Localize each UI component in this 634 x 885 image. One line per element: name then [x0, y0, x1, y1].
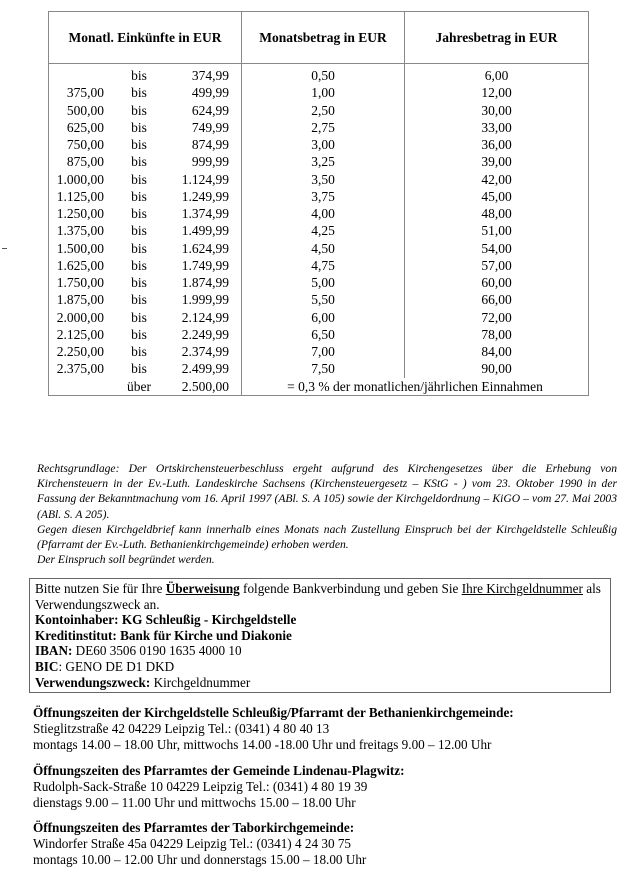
income-to: 2.249,99 — [181, 326, 229, 342]
income-from: 1.750,00 — [56, 275, 104, 291]
income-cell — [49, 84, 242, 101]
income-from: 1.250,00 — [56, 206, 104, 222]
bic-label: BIC — [35, 658, 59, 674]
yearly-amount: 42,00 — [405, 171, 589, 188]
percent-rule-text: = 0,3 % der monatlichen/jährlichen Einnahmen — [242, 378, 589, 396]
income-from: 1.000,00 — [56, 171, 104, 187]
monthly-amount: 1,00 — [242, 84, 405, 101]
yearly-amount: 51,00 — [405, 222, 589, 239]
income-cell — [49, 360, 242, 377]
header-income: Monatl. Einkünfte in EUR — [49, 12, 242, 64]
yearly-amount: 84,00 — [405, 343, 589, 360]
income-bis: bis — [131, 119, 147, 135]
income-from: 1.875,00 — [56, 292, 104, 308]
monthly-amount: 4,50 — [242, 240, 405, 257]
income-cell — [49, 326, 242, 343]
income-to: 749,99 — [191, 119, 229, 135]
income-to: 1.249,99 — [181, 188, 229, 204]
office-hours-tabor — [33, 820, 613, 868]
income-cell — [49, 343, 242, 360]
income-from: 875,00 — [66, 154, 104, 170]
bank-intro-part: folgende Bankverbindung und geben Sie — [239, 581, 462, 596]
income-bis: bis — [131, 344, 147, 360]
income-cell — [49, 205, 242, 222]
income-from: 375,00 — [66, 85, 104, 101]
table-body — [49, 64, 589, 396]
iban-label: IBAN: — [35, 643, 73, 659]
income-to: 2.499,99 — [181, 361, 229, 377]
office-hours-schleussig — [33, 705, 613, 753]
table-row — [49, 188, 589, 205]
income-over-word: über — [127, 378, 151, 394]
income-bis: bis — [131, 223, 147, 239]
monthly-amount: 2,75 — [242, 119, 405, 136]
income-bis: bis — [131, 309, 147, 325]
income-cell — [49, 171, 242, 188]
table-row — [49, 205, 589, 222]
table-row — [49, 171, 589, 188]
income-cell — [49, 257, 242, 274]
monthly-amount: 3,25 — [242, 153, 405, 170]
income-cell — [49, 378, 242, 396]
income-to: 624,99 — [191, 102, 229, 118]
monthly-amount: 5,00 — [242, 274, 405, 291]
income-to: 1.124,99 — [181, 171, 229, 187]
table-row — [49, 119, 589, 136]
office-title: Öffnungszeiten der Kirchgeldstelle Schleußig/Pfarramt der Bethanienkirchgemeinde: — [33, 705, 514, 720]
income-from: 1.125,00 — [56, 188, 104, 204]
income-to: 1.499,99 — [181, 223, 229, 239]
table-row — [49, 291, 589, 308]
yearly-amount: 90,00 — [405, 360, 589, 377]
monthly-amount: 6,00 — [242, 309, 405, 326]
yearly-amount: 33,00 — [405, 119, 589, 136]
income-to: 1.874,99 — [181, 275, 229, 291]
purpose-line — [35, 675, 605, 691]
table-row-last — [49, 378, 589, 396]
income-to: 2.124,99 — [181, 309, 229, 325]
table-row — [49, 64, 589, 85]
objection-text: Gegen diesen Kirchgeldbrief kann innerhalb eines Monats nach Zustellung Einspruch bei der Kirchgeldstelle Schleußig (Pfarramt der Ev.-Luth. Bethanienkirchgemeinde) erhoben werden. — [37, 522, 617, 552]
income-from: 625,00 — [66, 119, 104, 135]
table-row — [49, 136, 589, 153]
table-row — [49, 84, 589, 101]
yearly-amount: 45,00 — [405, 188, 589, 205]
header-monthly: Monatsbetrag in EUR — [242, 12, 405, 64]
table-row — [49, 274, 589, 291]
table-row — [49, 222, 589, 239]
bank-intro — [35, 581, 605, 612]
yearly-amount: 39,00 — [405, 153, 589, 170]
office-hours: montags 10.00 – 12.00 Uhr und donnerstags 15.00 – 18.00 Uhr — [33, 852, 367, 867]
yearly-amount: 57,00 — [405, 257, 589, 274]
income-from: 1.500,00 — [56, 240, 104, 256]
table-row — [49, 343, 589, 360]
income-from: 2.250,00 — [56, 344, 104, 360]
iban-value: DE60 3506 0190 1635 4000 10 — [72, 643, 242, 659]
yearly-amount: 30,00 — [405, 102, 589, 119]
credit-institute: Kreditinstitut: Bank für Kirche und Diakonie — [35, 627, 292, 643]
income-from — [49, 67, 104, 84]
income-bis: bis — [131, 68, 147, 84]
income-bis: bis — [131, 171, 147, 187]
office-address: Windorfer Straße 45a 04229 Leipzig Tel.: (0341) 4 24 30 75 — [33, 836, 352, 851]
income-to: 874,99 — [191, 137, 229, 153]
table-row — [49, 102, 589, 119]
office-address: Rudolph-Sack-Straße 10 04229 Leipzig Tel.: (0341) 4 80 19 39 — [33, 779, 368, 794]
income-bis: bis — [131, 154, 147, 170]
income-to: 2.374,99 — [181, 344, 229, 360]
income-to: 1.624,99 — [181, 240, 229, 256]
table-row — [49, 326, 589, 343]
yearly-amount: 6,00 — [405, 64, 589, 85]
yearly-amount: 36,00 — [405, 136, 589, 153]
yearly-amount: 72,00 — [405, 309, 589, 326]
income-over-value: 2.500,00 — [181, 378, 229, 394]
monthly-amount: 5,50 — [242, 291, 405, 308]
margin-mark — [2, 248, 7, 249]
bank-details-box — [29, 578, 611, 693]
objection-reason-text: Der Einspruch soll begründet werden. — [37, 553, 215, 567]
income-from: 750,00 — [66, 137, 104, 153]
monthly-amount: 6,50 — [242, 326, 405, 343]
income-from: 1.375,00 — [56, 223, 104, 239]
income-cell — [49, 222, 242, 239]
yearly-amount: 78,00 — [405, 326, 589, 343]
income-to: 499,99 — [191, 85, 229, 101]
income-cell — [49, 102, 242, 119]
income-to: 1.374,99 — [181, 206, 229, 222]
income-bis: bis — [131, 257, 147, 273]
account-holder: Kontoinhaber: KG Schleußig - Kirchgeldstelle — [35, 612, 297, 628]
monthly-amount: 3,00 — [242, 136, 405, 153]
income-bis: bis — [131, 361, 147, 377]
income-cell — [49, 240, 242, 257]
income-cell — [49, 274, 242, 291]
table-header-row — [49, 12, 589, 64]
income-bis: bis — [131, 188, 147, 204]
table-row — [49, 360, 589, 377]
office-title: Öffnungszeiten des Pfarramtes der Taborkirchgemeinde: — [33, 820, 355, 835]
table-row — [49, 153, 589, 170]
income-cell — [49, 188, 242, 205]
income-cell — [49, 64, 242, 85]
monthly-amount: 3,75 — [242, 188, 405, 205]
monthly-amount: 2,50 — [242, 102, 405, 119]
office-hours: dienstags 9.00 – 11.00 Uhr und mittwochs 15.00 – 18.00 Uhr — [33, 795, 356, 810]
income-from: 1.625,00 — [56, 257, 104, 273]
income-bis: bis — [131, 102, 147, 118]
income-bis: bis — [131, 85, 147, 101]
income-to: 1.999,99 — [181, 292, 229, 308]
office-hours: montags 14.00 – 18.00 Uhr, mittwochs 14.00 -18.00 Uhr und freitags 9.00 – 12.00 Uhr — [33, 737, 492, 752]
monthly-amount: 0,50 — [242, 64, 405, 85]
header-yearly: Jahresbetrag in EUR — [405, 12, 589, 64]
monthly-amount: 4,25 — [242, 222, 405, 239]
yearly-amount: 12,00 — [405, 84, 589, 101]
yearly-amount: 48,00 — [405, 205, 589, 222]
monthly-amount: 7,00 — [242, 343, 405, 360]
income-to: 374,99 — [191, 68, 229, 84]
income-to: 999,99 — [191, 154, 229, 170]
office-title: Öffnungszeiten des Pfarramtes der Gemeinde Lindenau-Plagwitz: — [33, 763, 405, 778]
income-bis: bis — [131, 275, 147, 291]
monthly-amount: 4,75 — [242, 257, 405, 274]
table-row — [49, 240, 589, 257]
office-hours-lindenau — [33, 763, 613, 811]
transfer-word: Überweisung — [165, 581, 240, 596]
income-bis: bis — [131, 326, 147, 342]
income-from: 2.375,00 — [56, 361, 104, 377]
monthly-amount: 7,50 — [242, 360, 405, 377]
income-from: 2.000,00 — [56, 309, 104, 325]
legal-notice — [37, 461, 617, 567]
income-bis: bis — [131, 206, 147, 222]
income-cell — [49, 119, 242, 136]
purpose-label: Verwendungszweck: — [35, 674, 151, 690]
office-address: Stieglitzstraße 42 04229 Leipzig Tel.: (0341) 4 80 40 13 — [33, 721, 330, 736]
income-from: 2.125,00 — [56, 326, 104, 342]
bic-line — [35, 659, 605, 675]
table-row — [49, 309, 589, 326]
bank-intro-part: Bitte nutzen Sie für Ihre — [35, 581, 166, 596]
income-bis: bis — [131, 240, 147, 256]
income-cell — [49, 309, 242, 326]
yearly-amount: 60,00 — [405, 274, 589, 291]
iban-line — [35, 643, 605, 659]
bank-intro-part: als Verwendungszweck an. — [35, 581, 601, 612]
monthly-amount: 3,50 — [242, 171, 405, 188]
monthly-amount: 4,00 — [242, 205, 405, 222]
income-cell — [49, 153, 242, 170]
purpose-value: Kirchgeldnummer — [150, 674, 251, 690]
table-row — [49, 257, 589, 274]
income-cell — [49, 136, 242, 153]
yearly-amount: 66,00 — [405, 291, 589, 308]
income-from: 500,00 — [66, 102, 104, 118]
church-fee-number-word: Ihre Kirchgeldnummer — [461, 581, 583, 596]
bic-value: : GENO DE D1 DKD — [58, 658, 175, 674]
income-bis: bis — [131, 292, 147, 308]
income-cell — [49, 291, 242, 308]
yearly-amount: 54,00 — [405, 240, 589, 257]
income-to: 1.749,99 — [181, 257, 229, 273]
fee-table — [48, 11, 589, 396]
legal-basis-text: Rechtsgrundlage: Der Ortskirchensteuerbeschluss ergeht aufgrund des Kirchengesetzes über die Erhebung von Kirchensteuern in der Ev.-Luth. Landeskirche Sachsens (Kirchensteuergesetz – KStG - ) vom 23. Oktober 1990 in der Fassung der Bekanntmachung vom 16. April 1997 (ABl. S. A 105) sowie der Kirchgeldordnung – KiGO – vom 27. Mai 2003 (ABl. S. A 205). — [37, 462, 617, 521]
income-bis: bis — [131, 137, 147, 153]
